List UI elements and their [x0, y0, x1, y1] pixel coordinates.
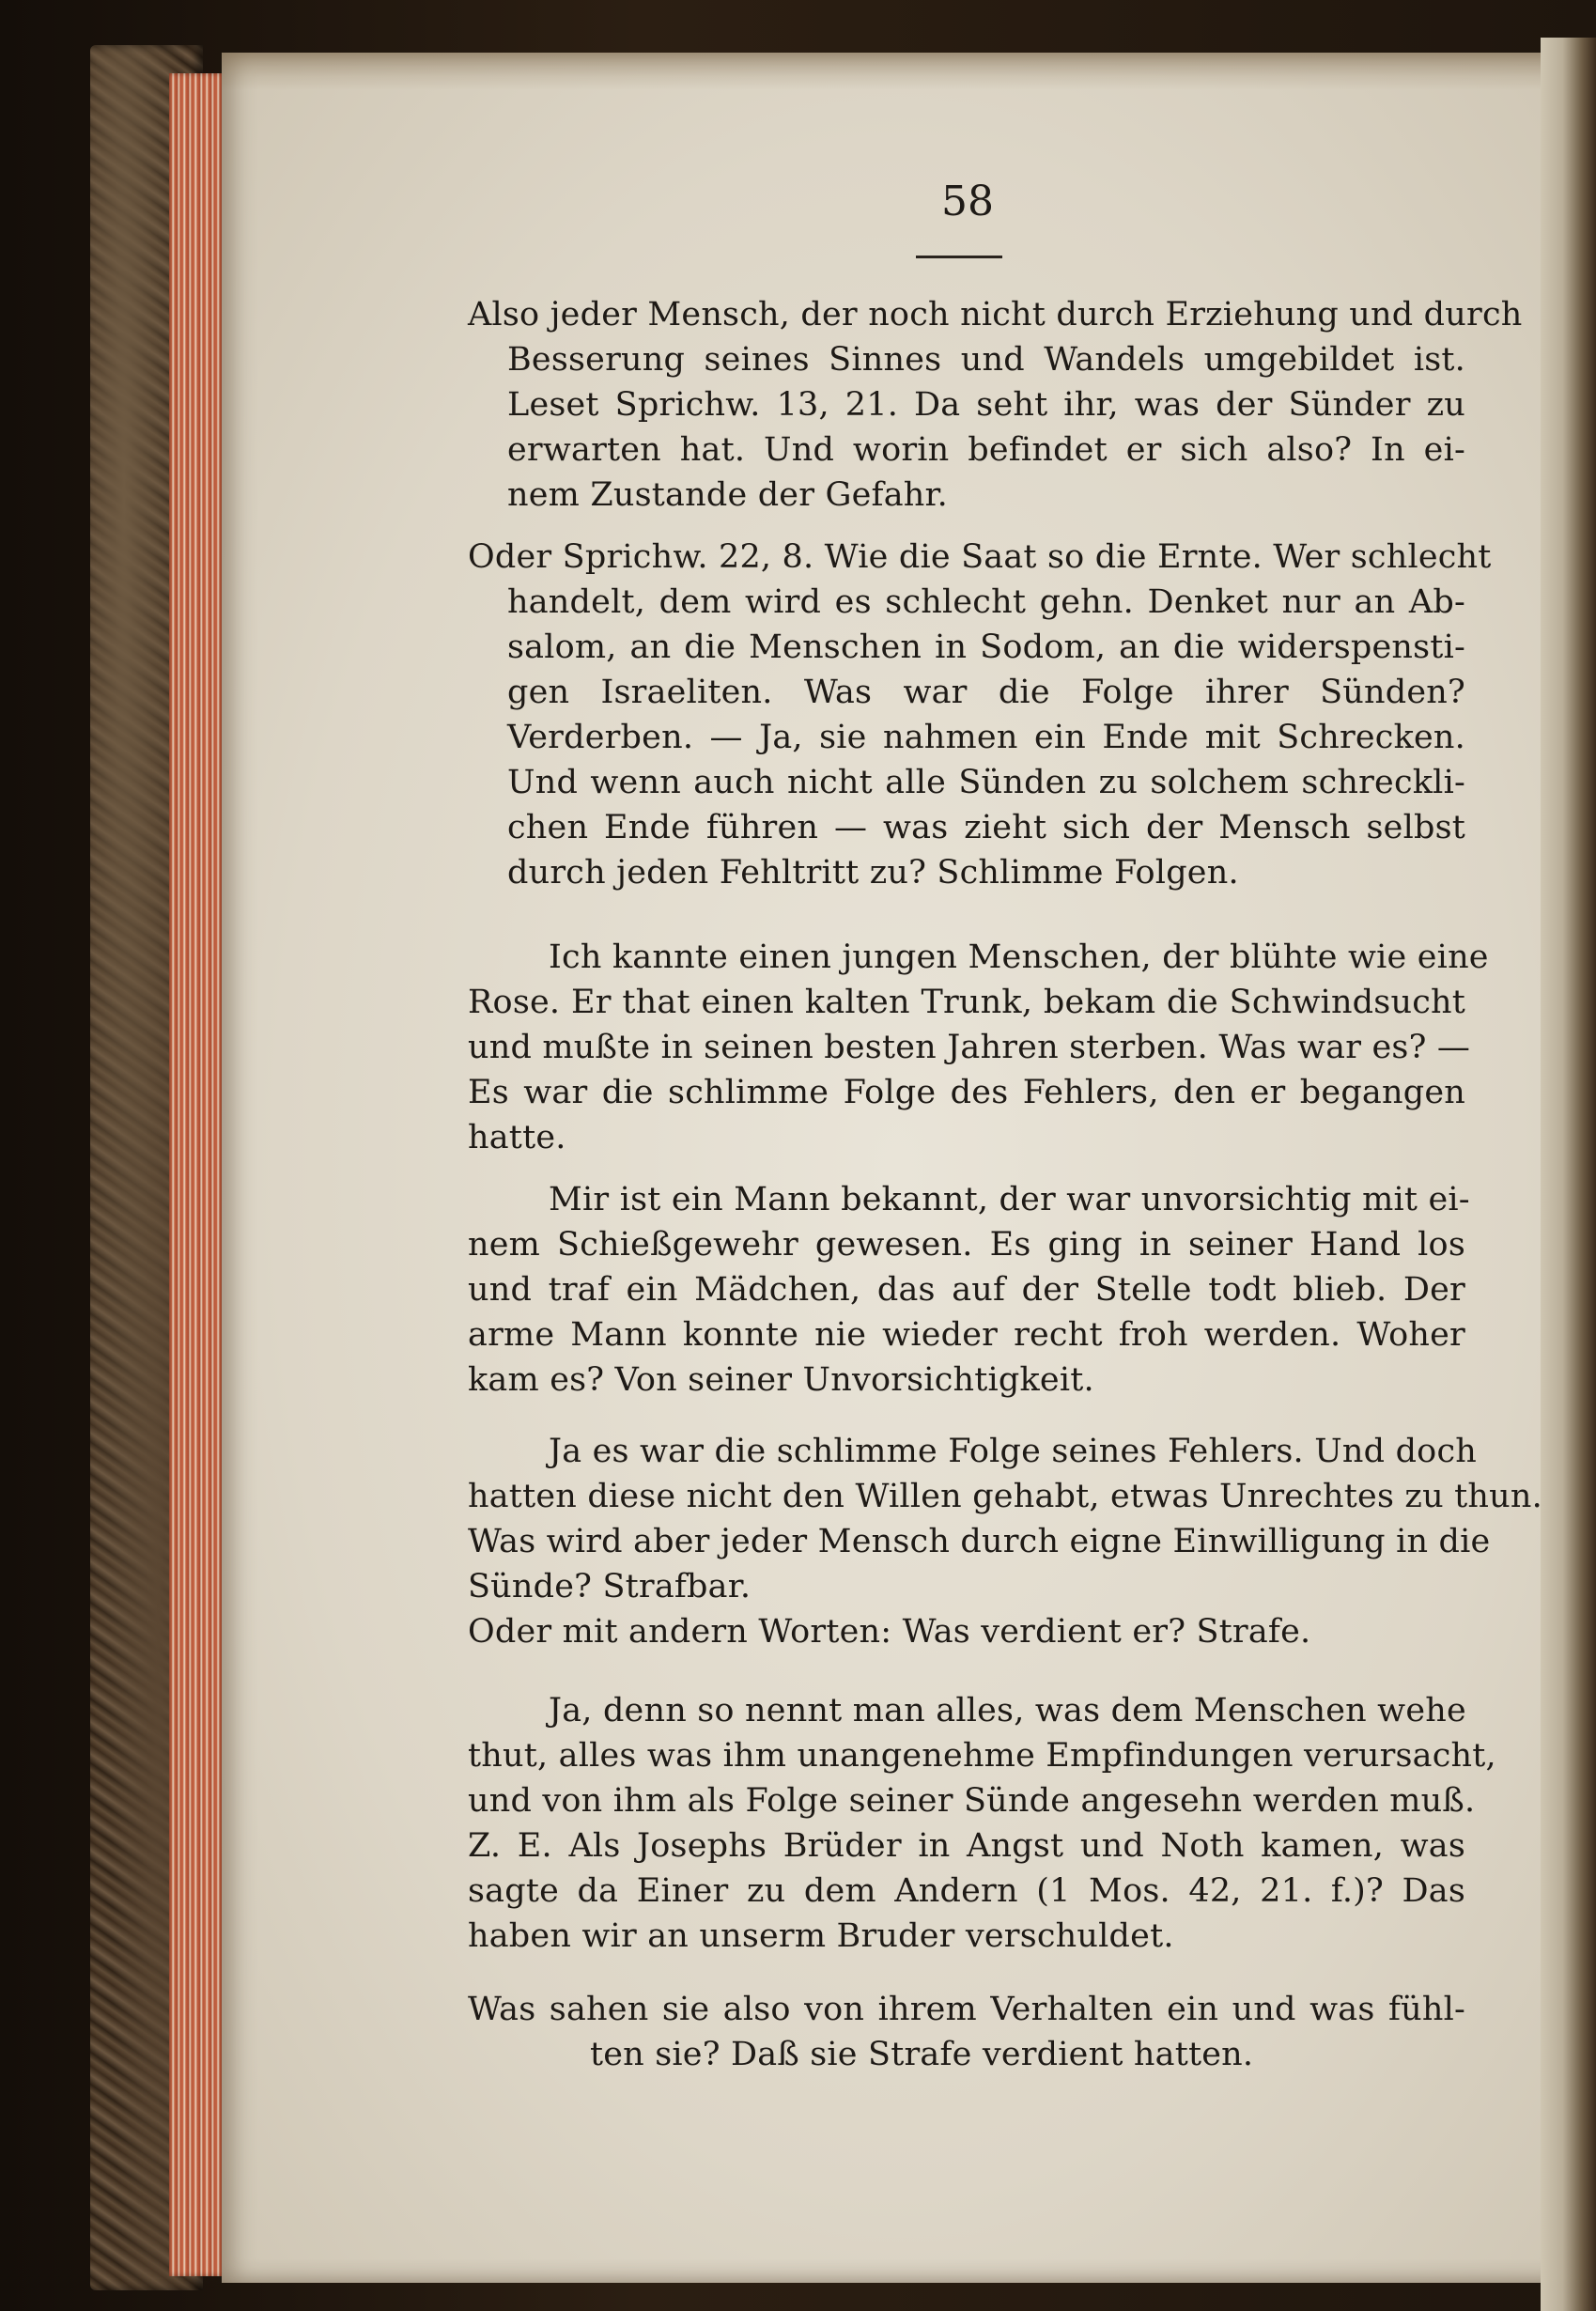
text-line: Z. E. Als Josephs Brüder in Angst und Noth kamen, was — [468, 1827, 1465, 1865]
text-line: haben wir an unserm Bruder verschuldet. — [468, 1917, 1174, 1955]
text-line: Ja es war die schlimme Folge seines Fehlers. Und doch — [549, 1433, 1478, 1470]
text-line: nem Zustande der Gefahr. — [507, 476, 948, 514]
text-line: salom, an die Menschen in Sodom, an die widerspensti- — [507, 628, 1465, 666]
text-line: Also jeder Mensch, der noch nicht durch Erziehung und durch — [468, 296, 1523, 333]
text-line: Rose. Er that einen kalten Trunk, bekam die Schwindsucht — [468, 984, 1465, 1021]
text-line: Oder mit andern Worten: Was verdient er? Strafe. — [468, 1613, 1311, 1651]
text-line: Leset Sprichw. 13, 21. Da seht ihr, was der Sünder zu — [507, 386, 1465, 424]
text-line: Es war die schlimme Folge des Fehlers, den er begangen — [468, 1074, 1465, 1111]
text-line: ten sie? Daß sie Strafe verdient hatten. — [590, 2036, 1254, 2073]
text-line: gen Israeliten. Was war die Folge ihrer Sünden? — [507, 674, 1465, 711]
text-line: erwarten hat. Und worin befindet er sich also? In ei- — [507, 431, 1465, 469]
text-line: Sünde? Strafbar. — [468, 1568, 752, 1605]
text-line: hatten diese nicht den Willen gehabt, etwas Unrechtes zu thun. — [468, 1478, 1542, 1515]
text-line: kam es? Von seiner Unvorsichtigkeit. — [468, 1361, 1094, 1399]
text-line: Ich kannte einen jungen Menschen, der blühte wie eine — [549, 938, 1489, 976]
text-line: thut, alles was ihm unangenehme Empfindungen verursacht, — [468, 1737, 1496, 1775]
text-line: chen Ende führen — was zieht sich der Mensch selbst — [507, 809, 1465, 846]
text-line: arme Mann konnte nie wieder recht froh werden. Woher — [468, 1316, 1465, 1354]
text-line: Verderben. — Ja, sie nahmen ein Ende mit Schrecken. — [507, 719, 1465, 756]
page-number: 58 — [941, 178, 994, 225]
text-line: Ja, denn so nennt man alles, was dem Menschen wehe — [549, 1692, 1466, 1729]
text-line: und von ihm als Folge seiner Sünde angesehn werden muß. — [468, 1782, 1476, 1820]
text-line: Besserung seines Sinnes und Wandels umgebildet ist. — [507, 341, 1465, 379]
text-line: hatte. — [468, 1119, 566, 1156]
text-line: Und wenn auch nicht alle Sünden zu solchem schreckli- — [507, 764, 1465, 801]
text-line: Was sahen sie also von ihrem Verhalten ein und was fühl- — [468, 1991, 1465, 2028]
text-line: sagte da Einer zu dem Andern (1 Mos. 42, 21. f.)? Das — [468, 1872, 1465, 1910]
text-line: nem Schießgewehr gewesen. Es ging in seiner Hand los — [468, 1226, 1465, 1264]
text-line: Mir ist ein Mann bekannt, der war unvorsichtig mit ei- — [549, 1181, 1470, 1218]
header-rule — [916, 256, 1002, 258]
text-line: durch jeden Fehltritt zu? Schlimme Folgen. — [507, 854, 1239, 892]
text-line: handelt, dem wird es schlecht gehn. Denket nur an Ab- — [507, 583, 1465, 621]
text-line: und mußte in seinen besten Jahren sterben. Was war es? — — [468, 1029, 1471, 1066]
text-line: Oder Sprichw. 22, 8. Wie die Saat so die Ernte. Wer schlecht — [468, 538, 1492, 576]
text-line: Was wird aber jeder Mensch durch eigne Einwilligung in die — [468, 1523, 1491, 1560]
text-line: und traf ein Mädchen, das auf der Stelle todt blieb. Der — [468, 1271, 1465, 1309]
